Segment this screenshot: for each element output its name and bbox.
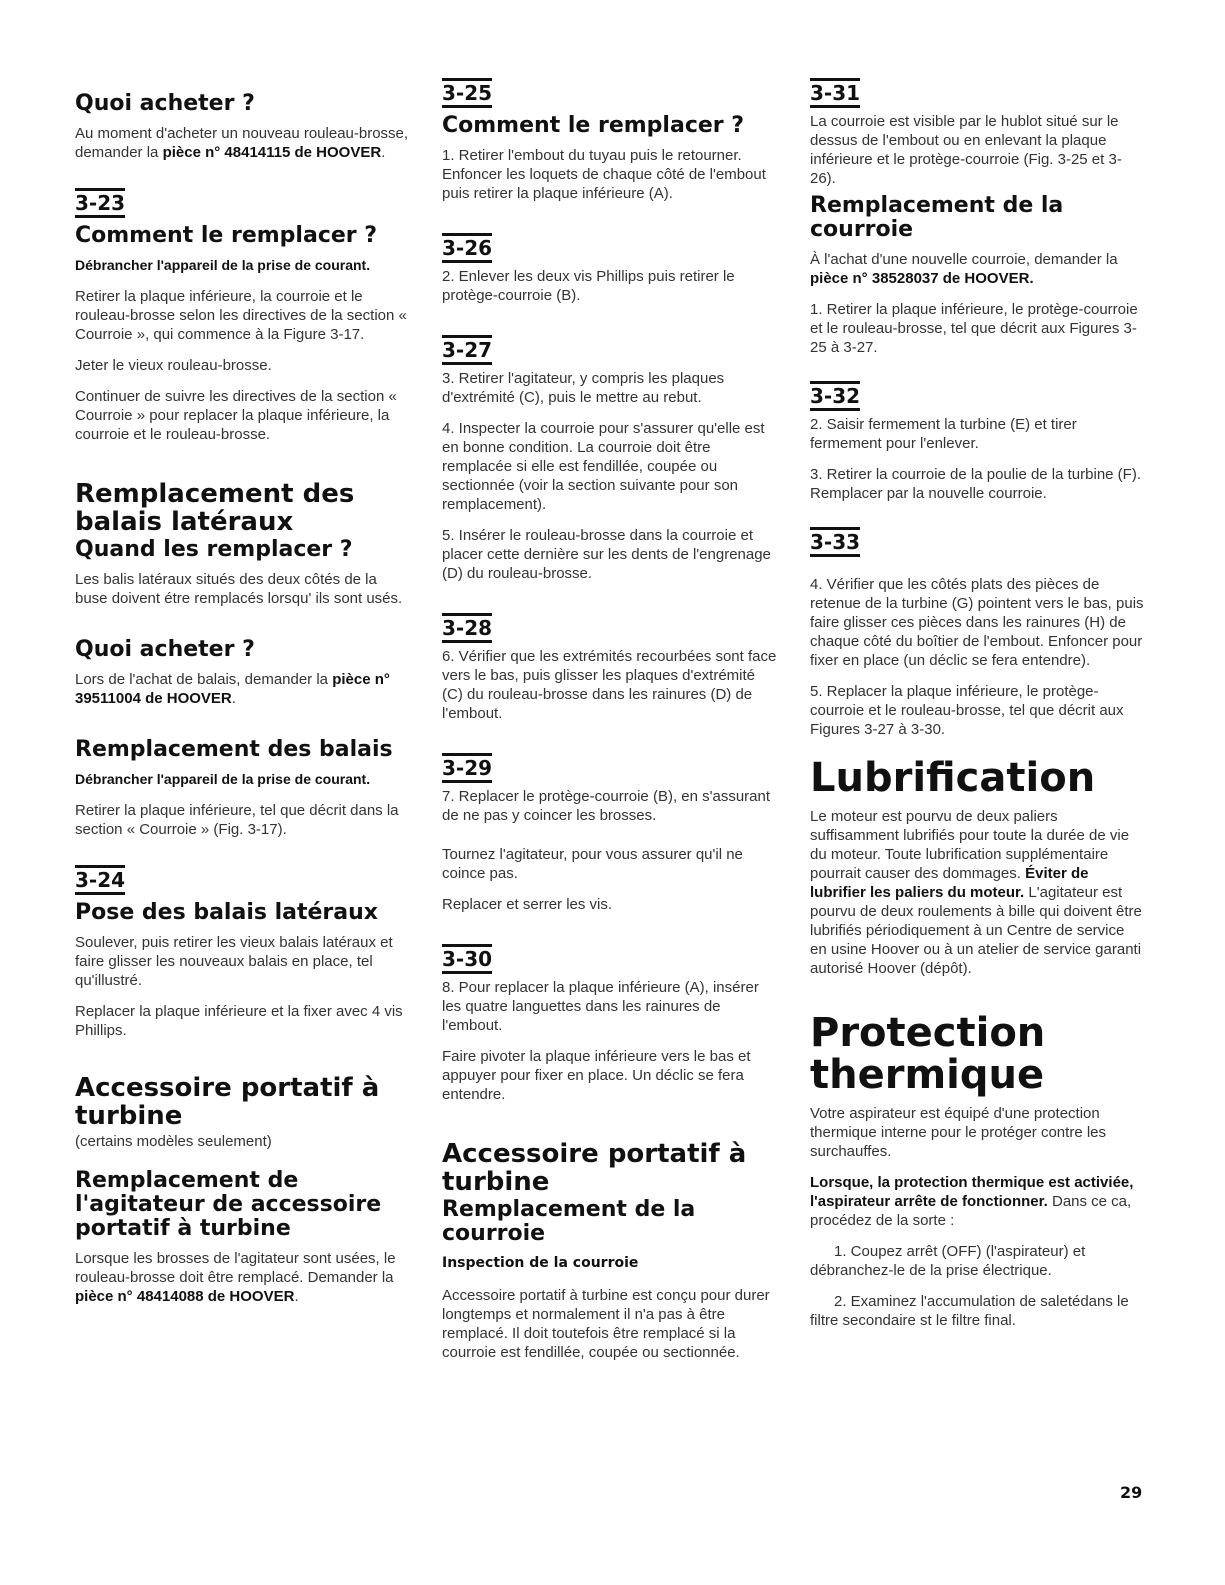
heading-quoi-acheter: Quoi acheter ? (75, 91, 255, 116)
heading-accessoire-portatif: Accessoire portatif à turbine (75, 1073, 380, 1131)
figure-label: 3-27 (442, 335, 492, 365)
paragraph-c-step-3: 3. Retirer la courroie de la poulie de la turbine (F). Remplacer par la nouvelle courroie. (810, 466, 1141, 502)
figure-label: 3-32 (810, 381, 860, 411)
paragraph-accessoire-concu: Accessoire portatif à turbine est conçu pour durer longtemps et normalement il n'a pas à être remplacé. Il doit toutefois être remplacé si la courroie est fendillée, coupée ou sectionnée. (442, 1287, 770, 1361)
paragraph-step-8: 8. Pour replacer la plaque inférieure (A), insérer les quatre languettes dans les rainures de l'embout. (442, 979, 759, 1034)
heading-comment-remplacer: Comment le remplacer ? (75, 223, 378, 248)
paragraph-lorsque-protection: Lorsque, la protection thermique est activiée, l'aspirateur arrête de fonctionner. Dans ce ca, procédez de la sorte : (810, 1174, 1134, 1229)
figure-label: 3-24 (75, 865, 125, 895)
paragraph-continuer: Continuer de suivre les directives de la section « Courroie » pour replacer la plaque inférieure, la courroie et le rouleau-brosse. (75, 388, 397, 443)
figure-label: 3-25 (442, 78, 492, 108)
paragraph-step-3: 3. Retirer l'agitateur, y compris les plaques d'extrémité (C), puis le mettre au rebut. (442, 370, 725, 406)
figure-label: 3-30 (442, 944, 492, 974)
paragraph-certains-modeles: (certains modèles seulement) (75, 1133, 272, 1150)
heading-quand-remplacer: Quand les remplacer ? (75, 537, 353, 562)
paragraph-replacer: Replacer la plaque inférieure et la fixer avec 4 vis Phillips. (75, 1003, 403, 1039)
heading-accessoire-portatif-2: Accessoire portatif à turbine (442, 1139, 747, 1197)
paragraph-jeter: Jeter le vieux rouleau-brosse. (75, 357, 272, 374)
paragraph-c-step-4: 4. Vérifier que les côtés plats des pièces de retenue de la turbine (G) pointent vers le bas, puis faire glisser ces pièces dans les rainures (H) de chaque côté du boîtier de l'embout. Enfoncer pour fixer en place (un déclic se fera entendre). (810, 576, 1144, 669)
figure-label: 3-33 (810, 527, 860, 557)
paragraph-quoi-acheter-2: Lors de l'achat de balais, demander la pièce n° 39511004 de HOOVER. (75, 671, 390, 707)
heading-comment-remplacer-2: Comment le remplacer ? (442, 113, 745, 138)
heading-remplacement-courroie-2: Remplacement de la courroie (810, 193, 1064, 242)
paragraph-step-4: 4. Inspecter la courroie pour s'assurer qu'elle est en bonne condition. La courroie doit être remplacée si elle est fendillée, coupée ou sectionnée (voir la section suivante pour son remplacement). (442, 420, 765, 513)
paragraph-debrancher-2: Débrancher l'appareil de la prise de courant. (75, 771, 371, 787)
paragraph-c-step-1: 1. Retirer la plaque inférieure, le protège-courroie et le rouleau-brosse, tel que décrit aux Figures 3-25 à 3-27. (810, 301, 1138, 356)
heading-protection-thermique: Protection thermique (810, 1010, 1046, 1098)
paragraph-votre-aspirateur: Votre aspirateur est équipé d'une protection thermique interne pour le protéger contre les surchauffes. (810, 1105, 1107, 1160)
heading-lubrification: Lubrification (810, 755, 1096, 801)
figure-label: 3-26 (442, 233, 492, 263)
heading-inspection-courroie: Inspection de la courroie (442, 1255, 639, 1271)
paragraph-achat-courroie: À l'achat d'une nouvelle courroie, demander la pièce n° 38528037 de HOOVER. (810, 251, 1118, 287)
heading-quoi-acheter-2: Quoi acheter ? (75, 637, 255, 662)
paragraph-step-2: 2. Enlever les deux vis Phillips puis retirer le protège-courroie (B). (442, 268, 735, 304)
heading-remplacement-courroie: Remplacement de la courroie (442, 1197, 696, 1246)
paragraph-retirer: Retirer la plaque inférieure, la courroie et le rouleau-brosse selon les directives de la section « Courroie », qui commence à la Figure 3-17. (75, 288, 407, 343)
heading-remplacement-balais-lateraux: Remplacement des balais latéraux (75, 479, 355, 537)
heading-remplacement-balais: Remplacement des balais (75, 737, 393, 762)
paragraph-balis: Les balis latéraux situés des deux côtés de la buse doivent étre remplacés lorsqu' ils sont usés. (75, 571, 403, 607)
figure-label: 3-31 (810, 78, 860, 108)
heading-pose-balais: Pose des balais latéraux (75, 900, 378, 925)
heading-remplacement-agitateur: Remplacement de l'agitateur de accessoire portatif à turbine (75, 1168, 382, 1241)
paragraph-c-step-5: 5. Replacer la plaque inférieure, le protège-courroie et le rouleau-brosse, tel que décrit aux Figures 3-27 à 3-30. (810, 683, 1124, 738)
paragraph-step-7: 7. Replacer le protège-courroie (B), en s'assurant de ne pas y coincer les brosses. (442, 788, 771, 824)
paragraph-tournez: Tournez l'agitateur, pour vous assurer qu'il ne coince pas. (442, 846, 743, 882)
figure-label: 3-28 (442, 613, 492, 643)
paragraph-lubrification: Le moteur est pourvu de deux paliers suffisamment lubrifiés pour toute la durée de vie du moteur. Toute lubrification supplémentaire pourrait causer des dommages. Éviter de lubrifier les paliers du moteur. L'agitateur est pourvu de deux roulements à bille qui doivent être lubrifiés périodiquement à un Centre de service en usine Hoover ou à un atelier de service garanti autorisé Hoover (dépôt). (810, 808, 1142, 977)
column-middle (442, 78, 777, 1374)
paragraph-replacer-serrer: Replacer et serrer les vis. (442, 896, 613, 913)
paragraph-faire-pivoter: Faire pivoter la plaque inférieure vers le bas et appuyer pour fixer en place. Un déclic se fera entendre. (442, 1048, 751, 1103)
paragraph-lorsque: Lorsque les brosses de l'agitateur sont usées, le rouleau-brosse doit être remplacé. Demander la pièce n° 48414088 de HOOVER. (75, 1250, 396, 1305)
paragraph-retirer-2: Retirer la plaque inférieure, tel que décrit dans la section « Courroie » (Fig. 3-17). (75, 802, 399, 838)
page-number: 29 (1120, 1483, 1143, 1502)
paragraph-quoi-acheter: Au moment d'acheter un nouveau rouleau-brosse, demander la pièce n° 48414115 de HOOVER. (75, 125, 409, 161)
paragraph-step-5: 5. Insérer le rouleau-brosse dans la courroie et placer cette dernière sur les dents de l'engrenage (D) du rouleau-brosse. (442, 527, 771, 582)
column-right (810, 78, 1145, 1342)
paragraph-c-step-2: 2. Saisir fermement la turbine (E) et tirer fermement pour l'enlever. (810, 416, 1077, 452)
paragraph-step-6: 6. Vérifier que les extrémités recourbées sont face vers le bas, puis glisser les plaques d'extrémité (C) du rouleau-brosse dans les rainures (D) de l'embout. (442, 648, 777, 722)
paragraph-step-examinez: 2. Examinez l'accumulation de saletédans le filtre secondaire st le filtre final. (810, 1293, 1129, 1329)
paragraph-debrancher: Débrancher l'appareil de la prise de courant. (75, 257, 371, 273)
paragraph-soulever: Soulever, puis retirer les vieux balais latéraux et faire glisser les nouveaux balais en place, tel qu'illustré. (75, 934, 393, 989)
paragraph-step-1: 1. Retirer l'embout du tuyau puis le retourner. Enfoncer les loquets de chaque côté de l'embout puis retirer la plaque inférieure (A). (442, 147, 766, 202)
paragraph-courroie-visible: La courroie est visible par le hublot situé sur le dessus de l'embout ou en enlevant la plaque inférieure et le protège-courroie (Fig. 3-25 et 3-26). (810, 113, 1122, 187)
paragraph-step-coupez: 1. Coupez arrêt (OFF) (l'aspirateur) et débranchez-le de la prise électrique. (810, 1243, 1086, 1279)
column-left (75, 78, 410, 1318)
figure-label: 3-23 (75, 188, 125, 218)
figure-label: 3-29 (442, 753, 492, 783)
